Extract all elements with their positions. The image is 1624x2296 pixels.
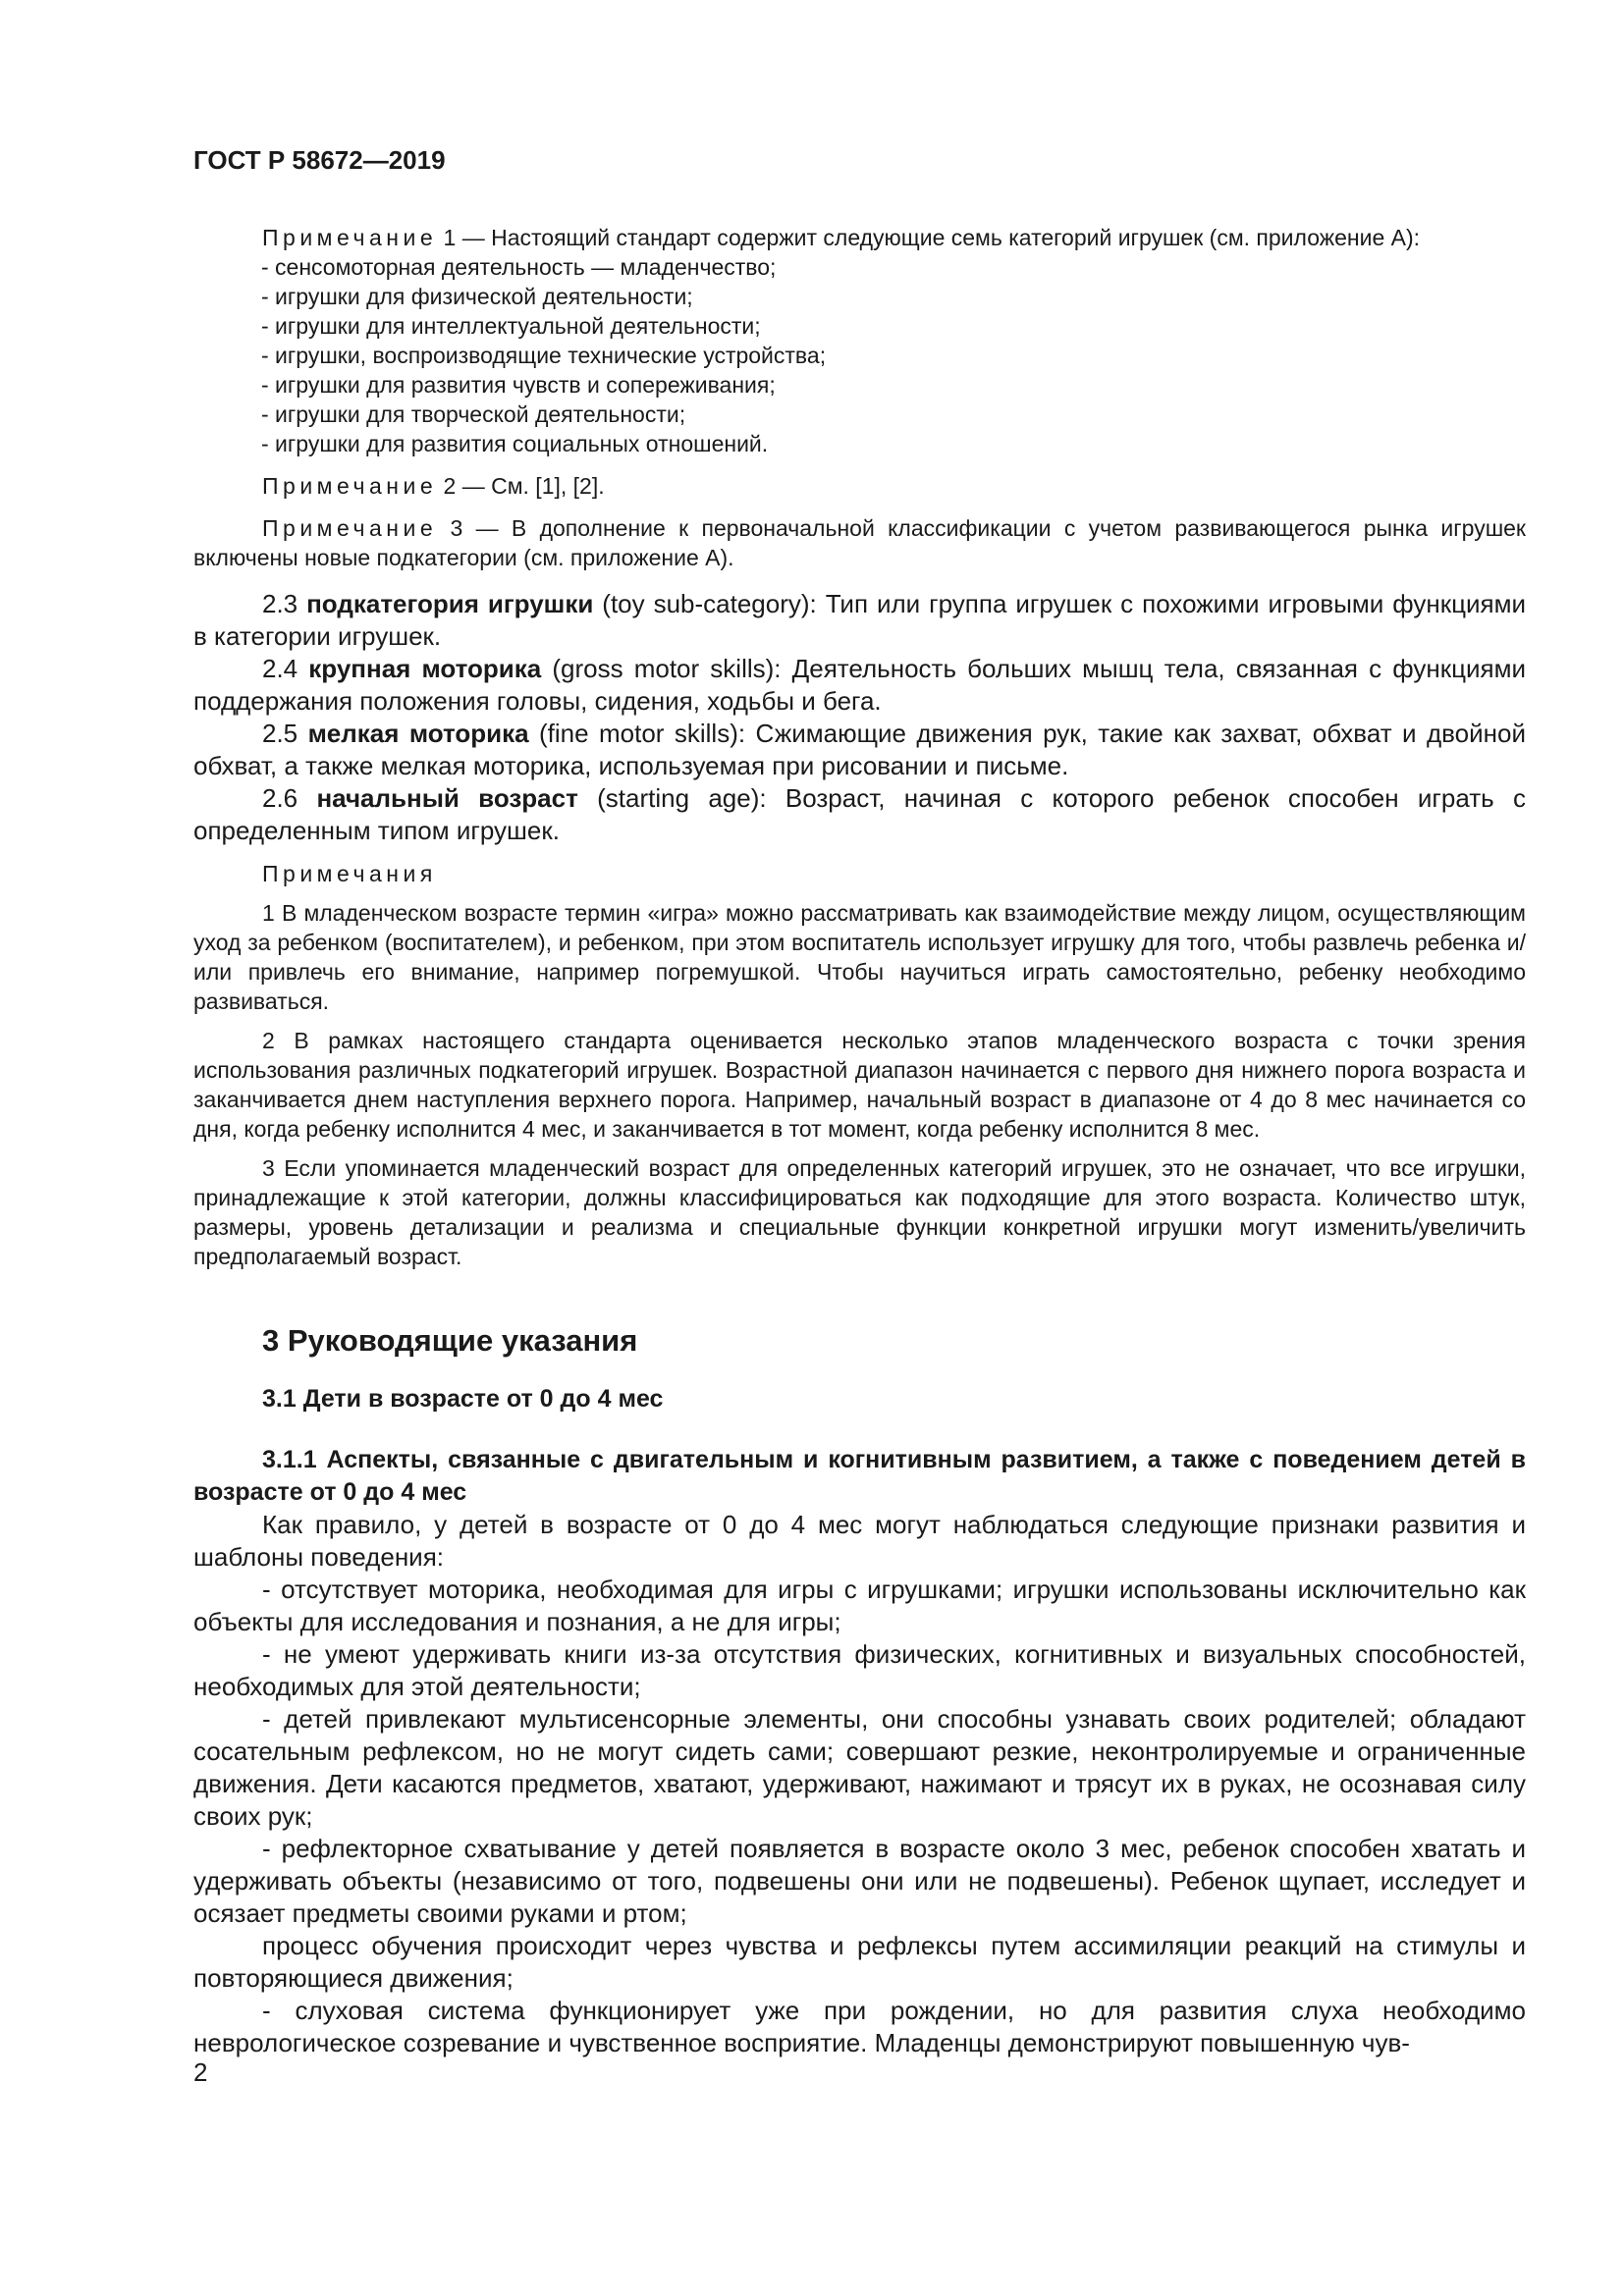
list-item: - игрушки для развития социальных отношений. (261, 431, 769, 456)
note-text: 3 — В дополнение к первоначальной классификации с учетом развивающегося рынка игрушек включены новые подкатегории (см. приложение А). (193, 515, 1526, 570)
clause-number: 2.4 (262, 654, 309, 683)
paragraph: - отсутствует моторика, необходимая для игры с игрушками; игрушки использованы исключительно как объекты для исследования и познания, а не для игры; (193, 1575, 1526, 1636)
term: мелкая моторика (307, 719, 529, 748)
paragraph: Как правило, у детей в возрасте от 0 до 4 мес могут наблюдаться следующие признаки развития и шаблоны поведения: (193, 1510, 1526, 1572)
paragraph: - слуховая система функционирует уже при рождении, но для развития слуха необходимо неврологическое созревание и чувственное восприятие. Младенцы демонстрируют повышенную чув- (193, 1996, 1526, 2057)
definition-text: (starting age): Возраст, начиная с которого ребенок способен играть с определенным типом игрушек. (193, 783, 1526, 845)
term: крупная моторика (308, 654, 542, 683)
definition-2-3 (193, 588, 1526, 653)
list-item: - игрушки для интеллектуальной деятельности; (261, 313, 761, 339)
note-3 (193, 513, 1526, 572)
paragraph: - не умеют удерживать книги из-за отсутствия физических, когнитивных и визуальных способностей, необходимых для этой деятельности; (193, 1639, 1526, 1701)
note-2 (193, 471, 1526, 501)
note-item: 1 В младенческом возрасте термин «игра» можно рассматривать как взаимодействие между лицом, осуществляющим уход за ребенком (воспитателем), и ребенком, при этом воспитатель использует игрушку для того, чтобы развлечь ребенка и/или привлечь его внимание, например погремушкой. Чтобы научиться играть самостоятельно, ребенку необходимо развиваться. (193, 900, 1526, 1014)
list-item: - игрушки для творческой деятельности; (261, 401, 686, 427)
paragraph: процесс обучения происходит через чувства и рефлексы путем ассимиляции реакций на стимулы и повторяющиеся движения; (193, 1931, 1526, 1993)
note-label: Примечание (262, 515, 438, 541)
note-text: 1 — Настоящий стандарт содержит следующие семь категорий игрушек (см. приложение А): (437, 225, 1421, 250)
paragraph: - детей привлекают мультисенсорные элементы, они способны узнавать своих родителей; обладают сосательным рефлексом, но не могут сидеть сами; совершают резкие, неконтролируемые и ограниченные движения. Дети касаются предметов, хватают, удерживают, нажимают и трясут их в руках, не осознавая силу своих рук; (193, 1704, 1526, 1831)
note-item: 3 Если упоминается младенческий возраст для определенных категорий игрушек, это не означает, что все игрушки, принадлежащие к этой категории, должны классифицироваться как подходящие для этого возраста. Количество штук, размеры, уровень детализации и реализма и специальные функции конкретной игрушки могут изменить/увеличить предполагаемый возраст. (193, 1155, 1526, 1269)
clause-number: 2.3 (262, 589, 307, 618)
notes-label: Примечания (262, 861, 437, 886)
list-item: - игрушки, воспроизводящие технические устройства; (261, 343, 827, 368)
section-body (193, 1509, 1526, 2059)
note-1 (193, 223, 1526, 572)
list-item: - игрушки для развития чувств и сопереживания; (261, 372, 776, 398)
list-item: - игрушки для физической деятельности; (261, 284, 693, 309)
definition-text: (fine motor skills): Сжимающие движения рук, такие как захват, обхват и двойной обхват, а также мелкая моторика, используемая при рисовании и письме. (193, 719, 1526, 780)
category-list (193, 252, 1526, 458)
term: подкатегория игрушки (306, 589, 594, 618)
note-text: 2 — См. [1], [2]. (437, 473, 605, 499)
document-page (193, 145, 1526, 2059)
definition-2-5 (193, 718, 1526, 782)
paragraph: - рефлекторное схватывание у детей появляется в возрасте около 3 мес, ребенок способен хватать и удерживать объекты (независимо от того, подвешены они или не подвешены). Ребенок щупает, исследует и осязает предметы своими руками и ртом; (193, 1834, 1526, 1928)
page-number: 2 (193, 2057, 208, 2087)
definition-2-4 (193, 653, 1526, 718)
definitions (193, 588, 1526, 847)
note-item: 2 В рамках настоящего стандарта оценивается несколько этапов младенческого возраста с точки зрения использования различных подкатегорий игрушек. Возрастной диапазон начинается с первого дня нижнего порога возраста и заканчивается днем наступления верхнего порога. Например, начальный возраст в диапазоне от 4 до 8 мес начинается со дня, когда ребенку исполнится 4 мес, и заканчивается в тот момент, когда ребенку исполнится 8 мес. (193, 1028, 1526, 1142)
clause-number: 2.5 (262, 719, 308, 748)
document-header: ГОСТ Р 58672—2019 (193, 145, 446, 175)
note-label: Примечание (262, 473, 438, 499)
list-item: - сенсомоторная деятельность — младенчество; (261, 254, 777, 280)
term: начальный возраст (316, 783, 578, 813)
subsection-title: 3.1 Дети в возрасте от 0 до 4 мес (262, 1385, 664, 1413)
definition-2-6 (193, 782, 1526, 847)
note-label: Примечание (262, 225, 438, 250)
definition-text: (gross motor skills): Деятельность больших мышц тела, связанная с функциями поддержания положения головы, сидения, ходьбы и бега. (193, 654, 1526, 716)
clause-number: 2.6 (262, 783, 317, 813)
section-title: 3 Руководящие указания (262, 1323, 638, 1358)
notes-plural (193, 859, 1526, 1271)
subsubsection-title: 3.1.1 Аспекты, связанные с двигательным и когнитивным развитием, а также с поведением детей в возрасте от 0 до 4 мес (193, 1446, 1526, 1506)
definition-text: (toy sub-category): Тип или группа игрушек с похожими игровыми функциями в категории игрушек. (193, 589, 1526, 651)
